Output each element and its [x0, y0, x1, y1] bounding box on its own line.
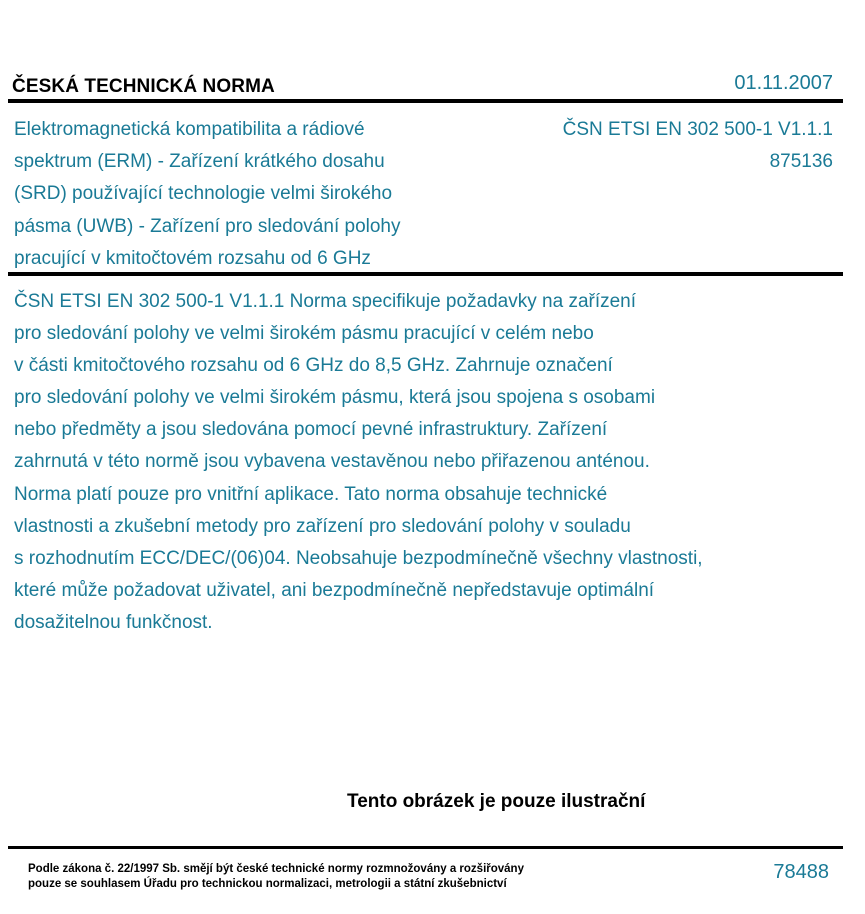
abstract-text: [14, 286, 844, 639]
title-line: spektrum (ERM) - Zařízení krátkého dosahu: [14, 151, 385, 173]
title-divider: [8, 272, 843, 276]
abstract-line: vlastnosti a zkušební metody pro zařízení pro sledování polohy v souladu: [14, 515, 631, 537]
standard-code: ČSN ETSI EN 302 500-1 V1.1.1: [562, 119, 833, 140]
class-number: 875136: [769, 151, 833, 172]
abstract-line: které může požadovat uživatel, ani bezpodmínečně nepředstavuje optimální: [14, 579, 655, 601]
title-line: (SRD) používající technologie velmi širokého: [14, 183, 393, 205]
abstract-line: pro sledování polohy ve velmi širokém pásmu, která jsou spojena s osobami: [14, 387, 656, 409]
norm-type-heading: ČESKÁ TECHNICKÁ NORMA: [12, 76, 275, 97]
legal-line: Podle zákona č. 22/1997 Sb. smějí být české technické normy rozmnožovány a rozšiřovány: [28, 863, 524, 875]
title-line: pásma (UWB) - Zařízení pro sledování polohy: [14, 215, 401, 237]
legal-line: pouze se souhlasem Úřadu pro technickou normalizaci, metrologii a státní zkušebnictví: [28, 878, 507, 890]
illustration-note: Tento obrázek je pouze ilustrační: [347, 791, 646, 812]
abstract-line: dosažitelnou funkčnost.: [14, 611, 213, 633]
designation-block: [563, 114, 833, 178]
abstract-line: ČSN ETSI EN 302 500-1 V1.1.1 Norma specifikuje požadavky na zařízení: [14, 291, 637, 312]
legal-notice: [28, 862, 524, 892]
abstract-line: nebo předměty a jsou sledována pomocí pevné infrastruktury. Zařízení: [14, 419, 608, 441]
abstract-line: pro sledování polohy ve velmi širokém pásmu pracující v celém nebo: [14, 323, 594, 345]
footer-divider: [8, 846, 843, 849]
abstract-line: Norma platí pouze pro vnitřní aplikace. Tato norma obsahuje technické: [14, 483, 608, 505]
title-line: pracující v kmitočtovém rozsahu od 6 GHz: [14, 247, 371, 269]
header-divider: [8, 99, 843, 103]
abstract-line: s rozhodnutím ECC/DEC/(06)04. Neobsahuje bezpodmínečně všechny vlastnosti,: [14, 547, 703, 569]
document-number: 78488: [773, 861, 829, 883]
publication-date: 01.11.2007: [734, 72, 833, 94]
abstract-line: v části kmitočtového rozsahu od 6 GHz do 8,5 GHz. Zahrnuje označení: [14, 355, 613, 377]
title-line: Elektromagnetická kompatibilita a rádiové: [14, 119, 365, 140]
standard-title: [14, 114, 484, 275]
abstract-line: zahrnutá v této normě jsou vybavena vestavěnou nebo přiřazenou anténou.: [14, 451, 650, 473]
